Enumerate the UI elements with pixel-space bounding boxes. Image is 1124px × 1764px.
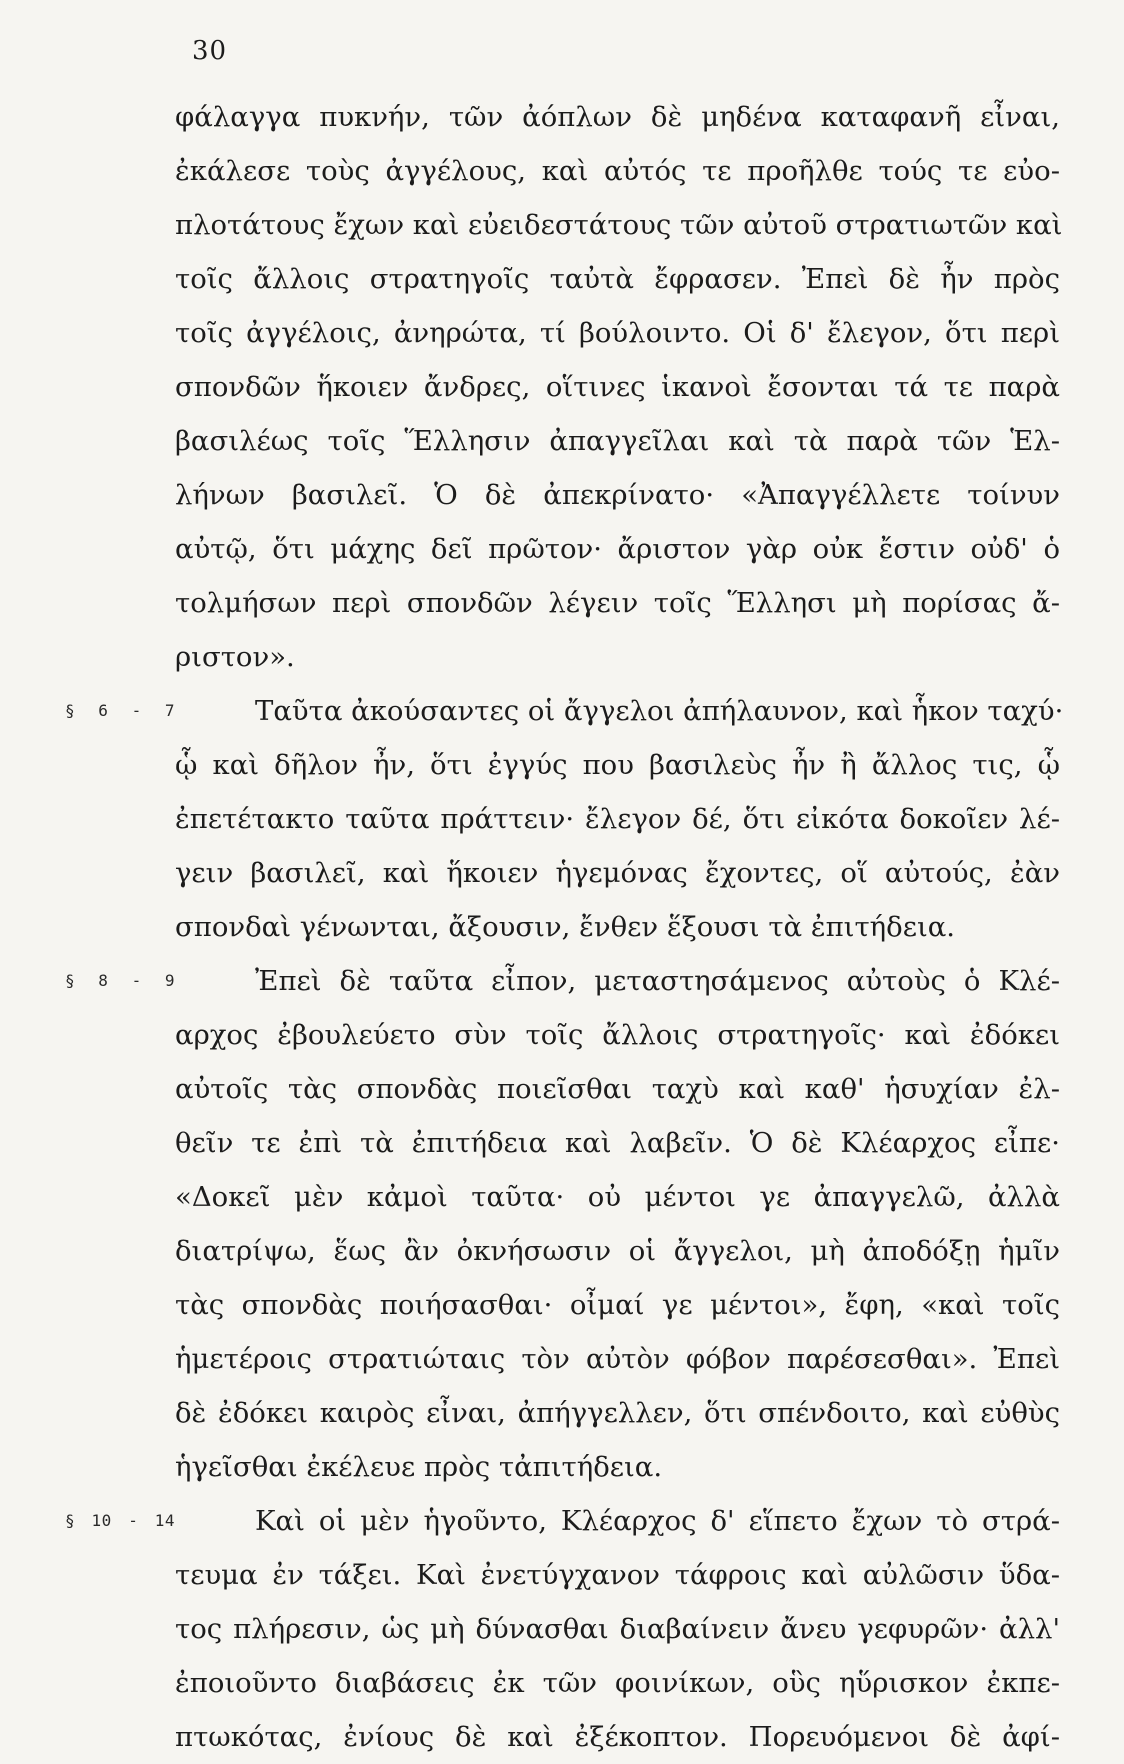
section-marker: § 8 - 9 [65, 971, 175, 990]
line-text: βασιλέως τοῖς Ἕλλησιν ἀπαγγεῖλαι καὶ τὰ παρὰ τῶν Ἑλ- [175, 425, 1060, 457]
text-line [175, 792, 1060, 846]
line-text: ἐποιοῦντο διαβάσεις ἐκ τῶν φοινίκων, οὓς ηὕρισκον ἐκπε- [175, 1667, 1060, 1699]
line-text: αὐτῷ, ὅτι μάχης δεῖ πρῶτον· ἄριστον γὰρ οὐκ ἔστιν οὐδ' ὁ [175, 533, 1060, 565]
text-line [175, 1170, 1060, 1224]
line-text: αρχος ἐβουλεύετο σὺν τοῖς ἄλλοις στρατηγοῖς· καὶ ἐδόκει [175, 1019, 1060, 1051]
text-line [175, 90, 1060, 144]
text-line [175, 1386, 1060, 1440]
text-line [175, 738, 1060, 792]
text-line [65, 954, 1060, 1008]
text-line [175, 1278, 1060, 1332]
text-line [175, 900, 1060, 954]
line-text: λήνων βασιλεῖ. Ὁ δὲ ἀπεκρίνατο· «Ἀπαγγέλλετε τοίνυν [175, 479, 1060, 511]
line-text: ἐπετέτακτο ταῦτα πράττειν· ἔλεγον δέ, ὅτι εἰκότα δοκοῖεν λέ- [175, 803, 1060, 835]
line-text: τοῖς ἄλλοις στρατηγοῖς ταὐτὰ ἔφρασεν. Ἐπεὶ δὲ ἦν πρὸς [175, 263, 1060, 295]
page-number: 30 [192, 36, 228, 66]
text-line [175, 1710, 1060, 1764]
line-text: διατρίψω, ἕως ἂν ὀκνήσωσιν οἱ ἄγγελοι, μὴ ἀποδόξῃ ἡμῖν [175, 1235, 1060, 1267]
line-text: φάλαγγα πυκνήν, τῶν ἀόπλων δὲ μηδένα καταφανῆ εἶναι, [175, 101, 1060, 133]
text-line [175, 198, 1063, 252]
text-line [65, 684, 1064, 738]
line-text: τευμα ἐν τάξει. Καὶ ἐνετύγχανον τάφροις καὶ αὐλῶσιν ὕδα- [175, 1559, 1060, 1591]
line-text: τος πλήρεσιν, ὡς μὴ δύνασθαι διαβαίνειν ἄνευ γεφυρῶν· ἀλλ' [175, 1613, 1060, 1645]
text-line [65, 1494, 1060, 1548]
section-marker: § 6 - 7 [65, 701, 175, 720]
text-line [175, 1656, 1060, 1710]
text-line [175, 1224, 1060, 1278]
text-line [175, 522, 1060, 576]
text-line [175, 252, 1060, 306]
text-line [175, 306, 1060, 360]
text-line [175, 1602, 1060, 1656]
line-text: γειν βασιλεῖ, καὶ ἥκοιεν ἡγεμόνας ἔχοντες, οἵ αὐτούς, ἐὰν [175, 857, 1060, 889]
line-text: τολμήσων περὶ σπονδῶν λέγειν τοῖς Ἕλλησι μὴ πορίσας ἄ- [175, 587, 1060, 619]
text-line [175, 414, 1060, 468]
line-text: πλοτάτους ἔχων καὶ εὐειδεστάτους τῶν αὐτοῦ στρατιωτῶν καὶ [175, 209, 1063, 241]
text-line [175, 468, 1060, 522]
text-line [175, 576, 1060, 630]
line-text: ριστον». [175, 641, 295, 673]
line-text: σπονδαὶ γένωνται, ἄξουσιν, ἔνθεν ἕξουσι τὰ ἐπιτήδεια. [175, 911, 956, 943]
greek-text-body [65, 90, 1064, 1764]
text-line [175, 144, 1060, 198]
text-line [175, 1548, 1060, 1602]
text-line [175, 1062, 1060, 1116]
line-text: Καὶ οἱ μὲν ἡγοῦντο, Κλέαρχος δ' εἵπετο ἔχων τὸ στρά- [255, 1505, 1060, 1537]
line-text: ἐκάλεσε τοὺς ἀγγέλους, καὶ αὐτός τε προῆλθε τούς τε εὐο- [175, 155, 1060, 187]
text-line [175, 360, 1060, 414]
text-line [175, 1116, 1060, 1170]
line-text: Ἐπεὶ δὲ ταῦτα εἶπον, μεταστησάμενος αὐτοὺς ὁ Κλέ- [255, 965, 1060, 997]
line-text: τοῖς ἀγγέλοις, ἀνηρώτα, τί βούλοιντο. Οἱ δ' ἔλεγον, ὅτι περὶ [175, 317, 1060, 349]
text-line [175, 846, 1060, 900]
line-text: δὲ ἐδόκει καιρὸς εἶναι, ἀπήγγελλεν, ὅτι σπένδοιτο, καὶ εὐθὺς [175, 1397, 1060, 1429]
text-line [175, 1332, 1060, 1386]
text-line [175, 630, 1060, 684]
text-line [175, 1008, 1060, 1062]
line-text: αὐτοῖς τὰς σπονδὰς ποιεῖσθαι ταχὺ καὶ καθ' ἡσυχίαν ἐλ- [175, 1073, 1060, 1105]
line-text: ᾧ καὶ δῆλον ἦν, ὅτι ἐγγύς που βασιλεὺς ἦν ἢ ἄλλος τις, ᾧ [175, 749, 1060, 781]
text-line [175, 1440, 1060, 1494]
line-text: ἡμετέροις στρατιώταις τὸν αὐτὸν φόβον παρέσεσθαι». Ἐπεὶ [175, 1343, 1060, 1375]
line-text: πτωκότας, ἐνίους δὲ καὶ ἐξέκοπτον. Πορευόμενοι δὲ ἀφί- [175, 1721, 1060, 1753]
line-text: σπονδῶν ἥκοιεν ἄνδρες, οἵτινες ἱκανοὶ ἔσονται τά τε παρὰ [175, 371, 1060, 403]
line-text: τὰς σπονδὰς ποιήσασθαι· οἶμαί γε μέντοι», ἔφη, «καὶ τοῖς [175, 1289, 1060, 1321]
line-text: ἡγεῖσθαι ἐκέλευε πρὸς τἀπιτήδεια. [175, 1451, 663, 1483]
section-marker: § 10 - 14 [65, 1511, 175, 1530]
line-text: θεῖν τε ἐπὶ τὰ ἐπιτήδεια καὶ λαβεῖν. Ὁ δὲ Κλέαρχος εἶπε· [175, 1127, 1060, 1159]
line-text: Ταῦτα ἀκούσαντες οἱ ἄγγελοι ἀπήλαυνον, καὶ ἧκον ταχύ· [255, 695, 1064, 727]
line-text: «Δοκεῖ μὲν κἀμοὶ ταῦτα· οὐ μέντοι γε ἀπαγγελῶ, ἀλλὰ [175, 1181, 1060, 1213]
